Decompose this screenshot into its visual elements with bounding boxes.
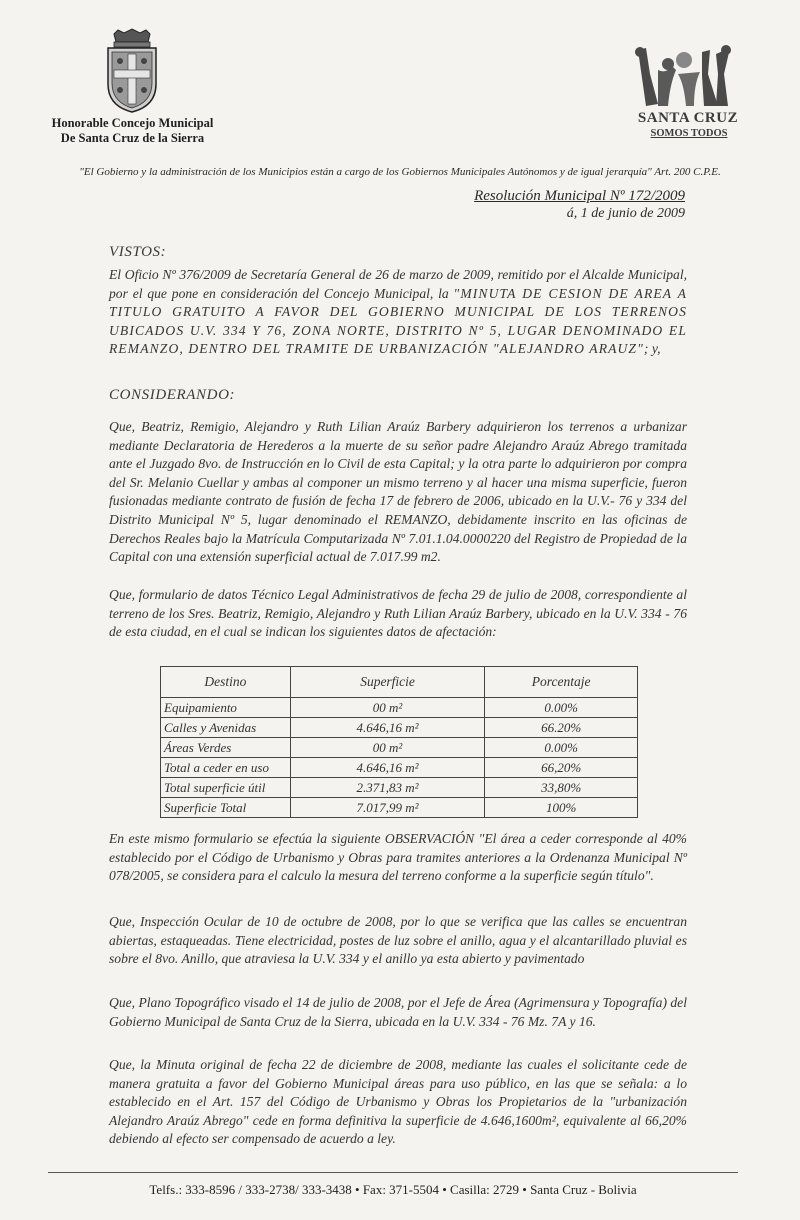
council-line-2: De Santa Cruz de la Sierra [60, 131, 205, 145]
porcentaje-cell: 66.20% [485, 718, 638, 738]
destino-cell: Total superficie útil [161, 778, 291, 798]
porcentaje-cell: 0.00% [485, 698, 638, 718]
vistos-heading: VISTOS: [109, 244, 167, 260]
column-header-superficie: Superficie [290, 667, 485, 698]
afectacion-table [160, 666, 638, 818]
porcentaje-cell: 33,80% [485, 778, 638, 798]
table-header-row [161, 667, 638, 698]
council-line-1: Honorable Concejo Municipal [51, 116, 214, 130]
footer-divider [48, 1172, 738, 1173]
constitution-quote: "El Gobierno y la administración de los Municipios están a cargo de los Gobiernos Municipales Autónomos y de igual jerarquía" Art. 200 C.P.E. [79, 166, 721, 178]
destino-cell: Superficie Total [161, 798, 291, 818]
coat-of-arms-icon [104, 28, 160, 114]
vistos-minuta-title: "MINUTA DE CESION DE AREA A TITULO GRATUITO A FAVOR DEL GOBIERNO MUNICIPAL DE LOS TERRENOS UBICADOS U.V. 334 Y 76, ZONA NORTE, DISTRITO Nº 5, LUGAR DENOMINADO EL REMANZO, DENTRO DEL TRAMITE DE URBANIZACIÓN "ALEJANDRO ARAUZ" [109, 285, 687, 357]
santa-cruz-logo-title: SANTA CRUZ [637, 110, 739, 126]
resolution-date: á, 1 de junio de 2009 [566, 206, 685, 221]
considerando-paragraph-3: En este mismo formulario se efectúa la siguiente OBSERVACIÓN "El área a ceder corresponde al 40% establecido por el Código de Urbanismo y Obras para tramites anteriores a la Ordenanza Municipal Nº 078/2005, se considera para el calculo la mesura del terreno conforme a la superficie según título". [109, 831, 687, 884]
superficie-cell: 7.017,99 m² [290, 798, 485, 818]
superficie-cell: 00 m² [290, 698, 485, 718]
considerando-heading: CONSIDERANDO: [109, 387, 236, 403]
council-name [40, 116, 225, 146]
destino-cell: Calles y Avenidas [161, 718, 291, 738]
footer-contact: Telfs.: 333-8596 / 333-2738/ 333-3438 • Fax: 371-5504 • Casilla: 2729 • Santa Cruz - Bolivia [149, 1182, 637, 1197]
resolution-number: Resolución Municipal Nº 172/2009 [474, 188, 685, 204]
destino-cell: Áreas Verdes [161, 738, 291, 758]
considerando-paragraph-4: Que, Inspección Ocular de 10 de octubre de 2008, por lo que se verifica que las calles se encuentran abiertas, estaqueadas. Tiene electricidad, postes de luz sobre el anillo, agua y el alcantarillado pluvial es sobre el 8vo. Anillo, que atraviesa la U.V. 334 y el anillo ya esta abierto y pavimentado [109, 914, 687, 967]
superficie-cell: 00 m² [290, 738, 485, 758]
superficie-cell: 4.646,16 m² [290, 718, 485, 738]
table-row [161, 738, 638, 758]
column-header-destino: Destino [161, 667, 291, 698]
santa-cruz-logo-subtitle: SOMOS TODOS [650, 128, 728, 139]
table-row [161, 758, 638, 778]
porcentaje-cell: 0.00% [485, 738, 638, 758]
considerando-paragraph-5: Que, Plano Topográfico visado el 14 de julio de 2008, por el Jefe de Área (Agrimensura y Topografía) del Gobierno Municipal de Santa Cruz de la Sierra, ubicada en la U.V. 334 - 76 Mz. 7A y 16. [109, 995, 687, 1029]
superficie-cell: 4.646,16 m² [290, 758, 485, 778]
considerando-paragraph-2: Que, formulario de datos Técnico Legal Administrativos de fecha 29 de julio de 2008, correspondiente al terreno de los Sres. Beatriz, Remigio, Alejandro y Ruth Lilian Araúz Barbery, ubicado en la U.V. 334 - 76 de esta ciudad, en el cual se indican los siguientes datos de afectación: [109, 587, 687, 640]
table-row [161, 798, 638, 818]
column-header-porcentaje: Porcentaje [485, 667, 638, 698]
porcentaje-cell: 100% [485, 798, 638, 818]
vistos-paragraph [109, 266, 687, 359]
table-row [161, 778, 638, 798]
table-row [161, 698, 638, 718]
porcentaje-cell: 66,20% [485, 758, 638, 778]
superficie-cell: 2.371,83 m² [290, 778, 485, 798]
vistos-text-c: ; y, [643, 341, 661, 357]
destino-cell: Total a ceder en uso [161, 758, 291, 778]
considerando-paragraph-6: Que, la Minuta original de fecha 22 de diciembre de 2008, mediante las cuales el solicitante cede de manera gratuita a favor del Gobierno Municipal áreas para uso público, en las que se señala: a lo establecido en el Art. 157 del Código de Urbanismo y Obras los Propietarios de la "urbanización Alejandro Araúz Abrego" cede en forma definitiva la superficie de 4.646,1600m², equivalente al 66,20% debiendo al efecto ser compensado de acuerdo a ley. [109, 1057, 687, 1147]
destino-cell: Equipamiento [161, 698, 291, 718]
vistos-text-a: El Oficio Nº 376/2009 de Secretaría General de 26 de marzo de 2009, remitido por el Alcalde Municipal, por el que pone en consideración del Concejo Municipal, la [109, 267, 687, 301]
considerando-paragraph-1: Que, Beatriz, Remigio, Alejandro y Ruth Lilian Araúz Barbery adquirieron los terrenos a urbanizar mediante Declaratoria de Herederos a la muerte de su señor padre Alejandro Araúz Abrego tramitada ante el Juzgado 8vo. de Instrucción en lo Civil de esta Capital; y la otra parte lo adquirieron por compra del Sr. Melanio Cuellar y ambas al componer un mismo terreno y al hacer una misma superficie, fueron fusionadas mediante contrato de fusión de fecha 17 de febrero de 2006, ubicado en la U.V.- 76 y 334 del Distrito Municipal Nº 5, lugar denominado el REMANZO, debidamente inscrito en las oficinas de Derechos Reales bajo la Matrícula Computarizada Nº 7.01.1.04.0000220 del Registro de Propiedad de la Capital con una extensión superficial actual de 7.017.99 m2. [109, 419, 687, 565]
table-row [161, 718, 638, 738]
